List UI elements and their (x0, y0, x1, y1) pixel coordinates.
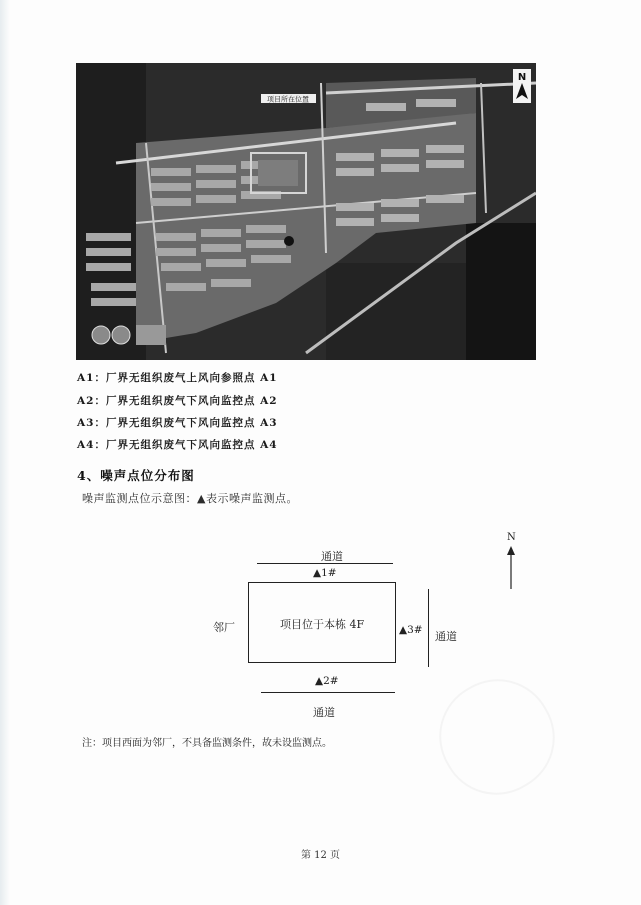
monitor-point-2: ▲2# (315, 675, 339, 687)
monitor-point-3: ▲3# (399, 624, 423, 636)
north-label: N (507, 532, 516, 543)
aerial-location-label: 项目所在位置 (267, 95, 309, 104)
legend-a2: A2：厂界无组织废气下风向监控点 A2 (77, 395, 278, 407)
aerial-map-image (76, 63, 536, 360)
footnote: 注：项目西面为邻厂，不具备监测条件，故未设监测点。 (82, 738, 332, 749)
section-subtitle: 噪声监测点位示意图：▲表示噪声监测点。 (82, 492, 298, 505)
right-road-label: 通道 (435, 630, 457, 643)
scan-edge (0, 0, 10, 905)
legend-a1: A1：厂界无组织废气上风向参照点 A1 (77, 372, 278, 384)
aerial-compass-label: N (517, 72, 527, 83)
north-arrow-icon (505, 546, 517, 590)
building-label: 项目位于本栋 4F (280, 618, 365, 631)
faint-seal (419, 659, 575, 815)
legend-a3: A3：厂界无组织废气下风向监控点 A3 (77, 417, 278, 429)
section-title: 4、噪声点位分布图 (77, 468, 195, 483)
neighbor-factory-label: 邻厂 (213, 621, 235, 634)
top-road-label: 通道 (321, 550, 343, 563)
monitor-point-1: ▲1# (313, 567, 337, 579)
right-road-line (428, 589, 429, 667)
top-road-line (257, 563, 393, 564)
bottom-road-line (261, 692, 395, 693)
page-number: 第 12 页 (300, 850, 341, 861)
legend-a4: A4：厂界无组织废气下风向监控点 A4 (77, 439, 278, 451)
bottom-road-label: 通道 (313, 706, 335, 719)
